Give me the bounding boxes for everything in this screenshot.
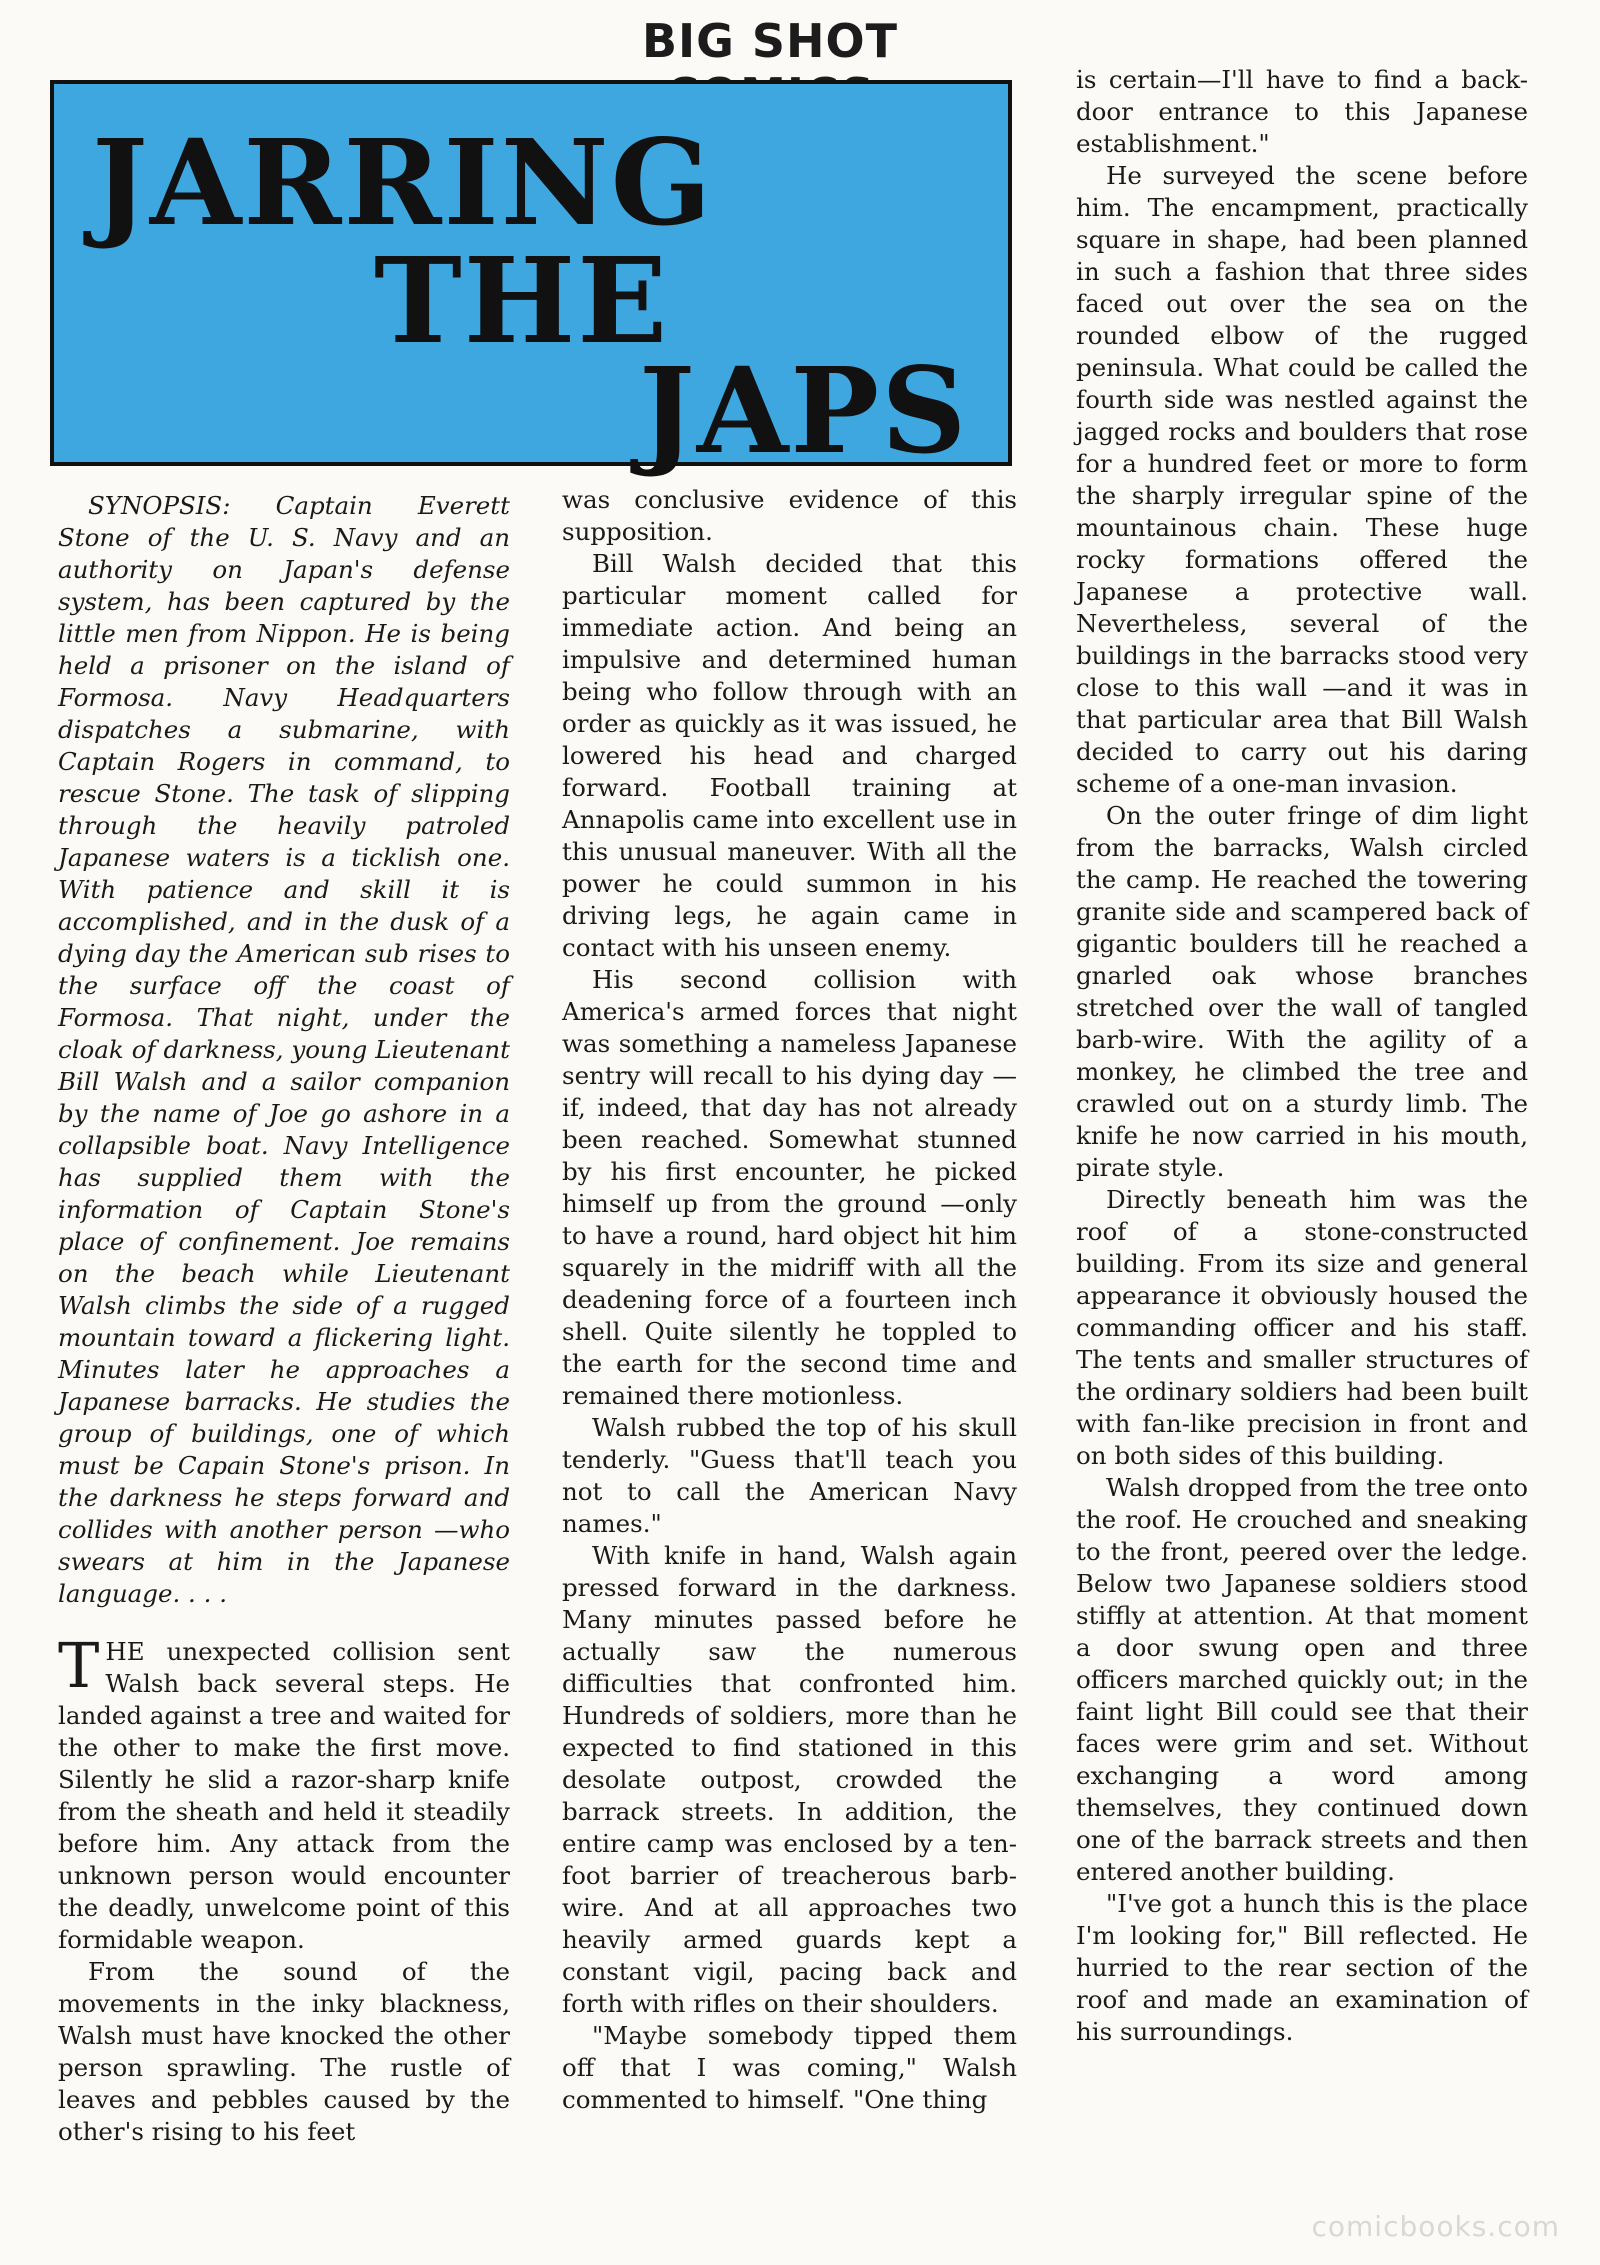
- drop-cap: T: [58, 1629, 100, 1702]
- masthead: BIG SHOT: [641, 14, 899, 68]
- opening-paragraph-text: HE unexpected collision sent Walsh back several steps. He landed against a tree and waited for the other to make the first move. Silently he slid a razor-sharp knife from the sheath and held it steadily before him. Any attack from the unknown person would encounter the deadly, unwelcome point of this formidable weapon.: [58, 1637, 510, 1954]
- story-title-panel: [50, 80, 1012, 480]
- body-paragraph: He surveyed the scene before him. The encampment, practically square in shape, had been planned in such a fashion that three sides faced out over the sea on the rounded elbow of the rugged peninsula. What could be called the fourth side was nestled against the jagged rocks and boulders that rose for a hundred feet or more to form the sharply irregular spine of the mountainous chain. These huge rocky formations offered the Japanese a protective wall. Nevertheless, several of the buildings in the barracks stood very close to this wall —and it was in that particular area that Bill Walsh decided to carry out his daring scheme of a one-man invasion.: [1076, 161, 1528, 798]
- synopsis-paragraph: SYNOPSIS: Captain Everett Stone of the U. S. Navy and an authority on Japan's defense system, has been captured by the little men from Nippon. He is being held a prisoner on the island of Formosa. Navy Headquarters dispatches a submarine, with Captain Rogers in command, to rescue Stone. The task of slipping through the heavily patroled Japanese waters is a ticklish one. With patience and skill it is accomplished, and in the dusk of a dying day the American sub rises to the surface off the coast of Formosa. That night, under the cloak of darkness, young Lieutenant Bill Walsh and a sailor companion by the name of Joe go ashore in a collapsible boat. Navy Intelligence has supplied them with the information of Captain Stone's place of confinement. Joe remains on the beach while Lieutenant Walsh climbs the side of a rugged mountain toward a flickering light. Minutes later he approaches a Japanese barracks. He studies the group of buildings, one of which must be Capain Stone's prison. In the darkness he steps forward and collides with another person —who swears at him in the Japanese language. . . .: [58, 491, 510, 1608]
- body-paragraph: is certain—I'll have to find a back-door entrance to this Japanese establishment.": [1076, 65, 1528, 158]
- body-paragraph: "Maybe somebody tipped them off that I was coming," Walsh commented to himself. "One thing: [562, 2021, 1017, 2114]
- body-paragraph: Bill Walsh decided that this particular moment called for immediate action. And being an impulsive and determined human being who follow through with an order as quickly as it was issued, he lowered his head and charged forward. Football training at Annapolis came into excellent use in this unusual maneuver. With all the power he could summon in his driving legs, he again came in contact with his unseen enemy.: [562, 549, 1017, 962]
- text-column-1: [58, 490, 510, 2148]
- title-line-1: JARRING: [92, 113, 714, 252]
- body-paragraph: Directly beneath him was the roof of a stone-constructed building. From its size and general appearance it obviously housed the commanding officer and his staff. The tents and smaller structures of the ordinary soldiers had been built with fan-like precision in front and on both sides of this building.: [1076, 1185, 1528, 1470]
- body-paragraph: From the sound of the movements in the inky blackness, Walsh must have knocked the other person sprawling. The rustle of leaves and pebbles caused by the other's rising to his feet: [58, 1957, 510, 2146]
- title-line-2: THE: [374, 231, 670, 370]
- text-column-2: [562, 484, 1017, 2116]
- site-watermark: comicbooks.com: [1311, 2210, 1560, 2243]
- body-paragraph: was conclusive evidence of this supposition.: [562, 485, 1017, 546]
- body-paragraph: On the outer fringe of dim light from the barracks, Walsh circled the camp. He reached the towering granite side and scampered back of gigantic boulders till he reached a gnarled oak whose branches stretched over the wall of tangled barb-wire. With the agility of a monkey, he climbed the tree and crawled out on a sturdy limb. The knife he now carried in his mouth, pirate style.: [1076, 801, 1528, 1182]
- body-paragraph: With knife in hand, Walsh again pressed forward in the darkness. Many minutes passed before he actually saw the numerous difficulties that confronted him. Hundreds of soldiers, more than he expected to find stationed in this desolate outpost, crowded the barrack streets. In addition, the entire camp was enclosed by a ten-foot barrier of treacherous barb-wire. And at all approaches two heavily armed guards kept a constant vigil, pacing back and forth with rifles on their shoulders.: [562, 1541, 1017, 2018]
- body-paragraph: Walsh dropped from the tree onto the roof. He crouched and sneaking to the front, peered over the ledge. Below two Japanese soldiers stood stiffly at attention. At that moment a door swung open and three officers marched quickly out; in the faint light Bill could see that their faces were grim and set. Without exchanging a word among themselves, they continued down one of the barrack streets and then entered another building.: [1076, 1473, 1528, 1886]
- opening-paragraph: [58, 1629, 510, 1956]
- body-paragraph: Walsh rubbed the top of his skull tenderly. "Guess that'll teach you not to call the American Navy names.": [562, 1413, 1017, 1538]
- text-column-3: [1076, 64, 1528, 2048]
- body-paragraph: His second collision with America's armed forces that night was something a nameless Japanese sentry will recall to his dying day —if, indeed, that day has not already been reached. Somewhat stunned by his first encounter, he picked himself up from the ground —only to have a round, hard object hit him squarely in the midriff with all the deadening force of a fourteen inch shell. Quite silently he toppled to the earth for the second time and remained there motionless.: [562, 965, 1017, 1410]
- body-paragraph: "I've got a hunch this is the place I'm looking for," Bill reflected. He hurried to the rear section of the roof and made an examination of his surroundings.: [1076, 1889, 1528, 2046]
- title-line-3: JAPS: [639, 341, 969, 480]
